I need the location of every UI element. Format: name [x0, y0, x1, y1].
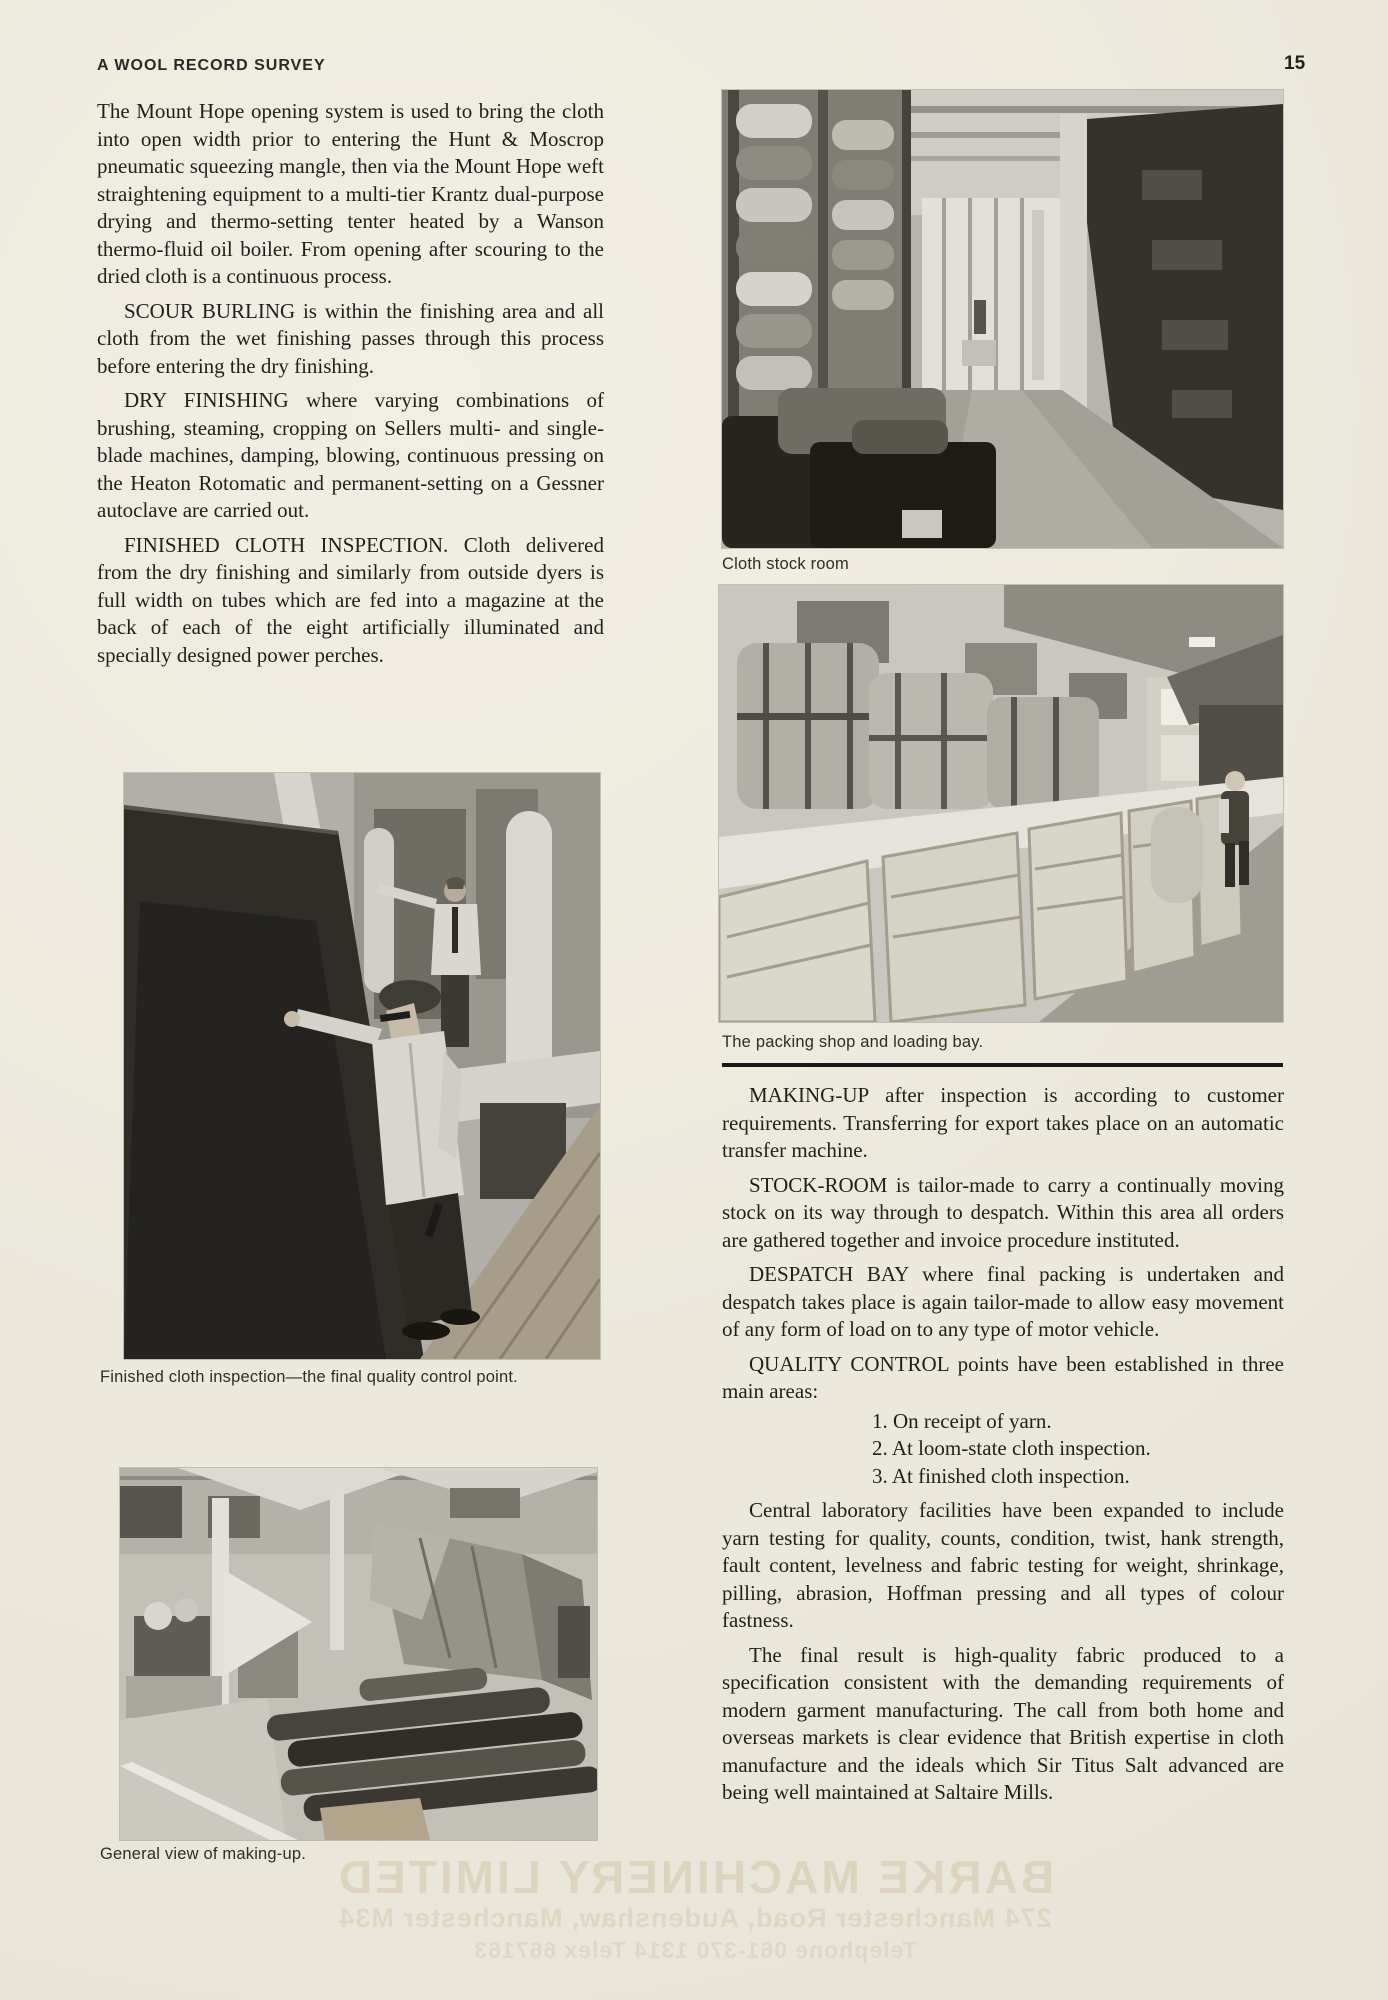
list-item: 2. At loom-state cloth inspection. — [872, 1436, 1151, 1460]
distant-figure — [974, 300, 986, 334]
caption-finished-cloth-inspection: Finished cloth inspection—the final quality control point. — [100, 1368, 518, 1386]
right-column-text — [722, 1082, 1284, 1814]
page-number: 15 — [1284, 53, 1306, 74]
photo-finished-cloth-inspection — [124, 773, 600, 1359]
paragraph: The final result is high-quality fabric produced to a specification consistent with the demanding requirements of modern garment manufacturing. The call from both home and overseas markets is clear evidence that British expertise in cloth manufacture and the ideals which Sir Titus Salt advanced are being well maintained at Saltaire Mills. — [722, 1642, 1284, 1804]
list-item: 3. At finished cloth inspection. — [872, 1463, 1130, 1488]
paragraph: The Mount Hope opening system is used to bring the cloth into open width prior to entering the Hunt & Moscrop pneumatic squeezing mangle, then via the Mount Hope weft straightening equipment to a multi-tier Krantz dual-purpose drying and thermo-setting tenter heated by a Wanson thermo-fluid oil boiler. From opening after scouring to the dried cloth is a continuous process. — [97, 99, 604, 288]
paragraph: SCOUR BURLING is within the finishing area and all cloth from the wet finishing passes through this process before entering the dry finishing. — [97, 298, 604, 378]
paragraph: DRY FINISHING where varying combinations of brushing, steaming, cropping on Sellers multi- and single-blade machines, damping, blowing, continuous pressing on the Heaton Rotomatic and permanent-setting on a Gessner autoclave are carried out. — [97, 388, 604, 522]
caption-cloth-stock-room: Cloth stock room — [722, 555, 849, 573]
showthrough-text-line2: 274 Manchester Road, Audenshaw, Manchester M34 — [338, 1903, 1052, 1933]
cloth-roll — [1151, 807, 1203, 903]
list-item: 1. On receipt of yarn. — [872, 1408, 1052, 1433]
paragraph: Central laboratory facilities have been expanded to include yarn testing for quality, counts, condition, twist, hank strength, fault content, levelness and fabric testing for weight, shrinkage, pilling, abrasion, Hoffman pressing and all types of colour fastness. — [722, 1498, 1284, 1632]
quality-control-list — [872, 1408, 1284, 1491]
photo-packing-shop — [719, 585, 1283, 1022]
white-pillar — [1060, 114, 1087, 430]
paragraph: MAKING-UP after inspection is according to customer requirements. Transferring for export takes place on an automatic transfer machine. — [722, 1083, 1284, 1162]
paragraph: DESPATCH BAY where final packing is undertaken and despatch takes place is again tailor-made to allow easy movement of any form of load on to any type of motor vehicle. — [722, 1262, 1284, 1341]
photo-making-up — [120, 1468, 597, 1840]
running-header: A WOOL RECORD SURVEY — [97, 57, 326, 74]
paragraph: QUALITY CONTROL points have been established in three main areas: — [722, 1351, 1284, 1403]
paragraph: STOCK-ROOM is tailor-made to carry a continually moving stock on its way through to despatch. Within this area all orders are gathered together and invoice procedure instituted. — [722, 1172, 1284, 1252]
caption-packing-shop: The packing shop and loading bay. — [722, 1033, 984, 1051]
photo-cloth-stock-room — [722, 90, 1283, 548]
paragraph: FINISHED CLOTH INSPECTION. Cloth delivered from the dry finishing and similarly from outside dyers is full width on tubes which are fed into a magazine at the back of each of the eight artificially illuminated and specially designed power perches. — [97, 532, 604, 667]
showthrough-text-line1: BARKE MACHINERY LIMITED — [335, 1851, 1055, 1903]
left-column-text — [97, 98, 604, 676]
section-rule — [722, 1063, 1283, 1067]
showthrough-text-line3: Telephone 061-370 1314 Telex 667163 — [473, 1937, 917, 1963]
caption-making-up: General view of making-up. — [100, 1845, 307, 1863]
